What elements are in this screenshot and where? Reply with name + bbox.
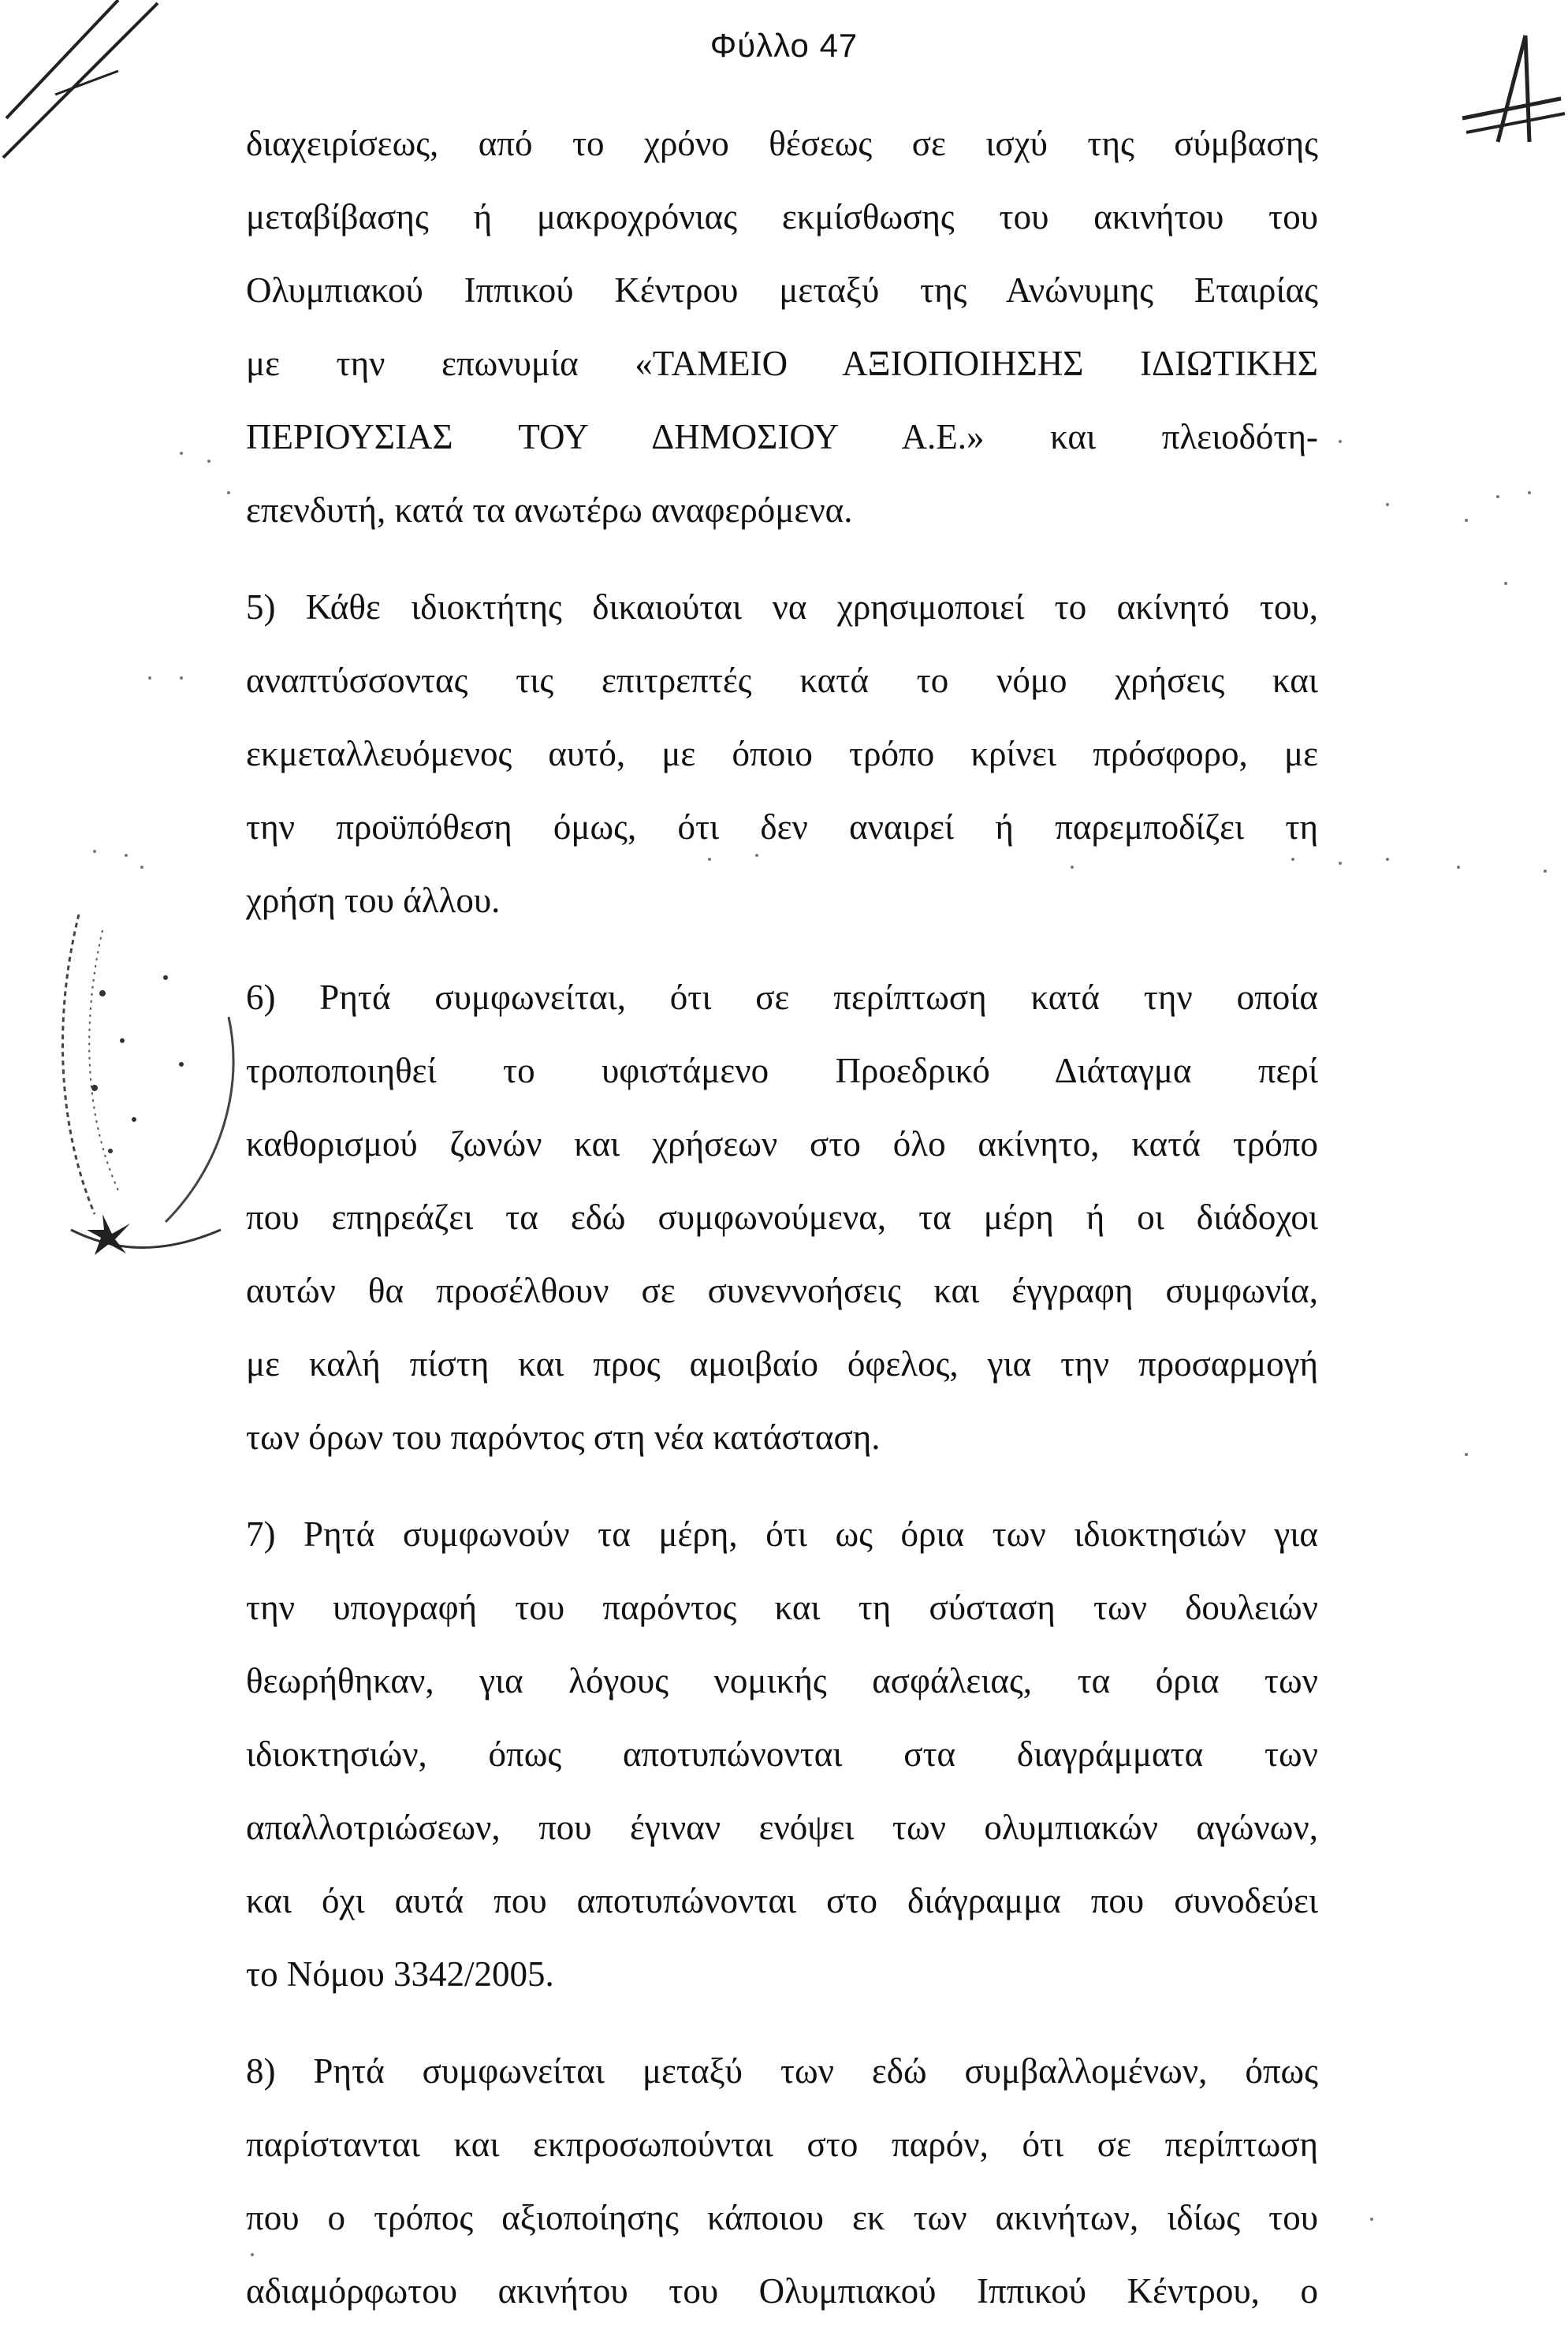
handwritten-corner-mark bbox=[0, 0, 205, 173]
text-line: απαλλοτριώσεων, που έγιναν ενόψει των ολυμπιακών αγώνων, bbox=[246, 1808, 1318, 1847]
text-line: αδιαμόρφωτου ακινήτου του Ολυμπιακού Ιππικού Κέντρου, ο bbox=[246, 2271, 1318, 2311]
text-line: και όχι αυτά που αποτυπώνονται στο διάγραμμα που συνοδεύει bbox=[246, 1881, 1318, 1920]
text-line: που επηρεάζει τα εδώ συμφωνούμενα, τα μέρη ή οι διάδοχοι bbox=[246, 1198, 1318, 1237]
text-line: που ο τρόπος αξιοποίησης κάποιου εκ των ακινήτων, ιδίως του bbox=[246, 2198, 1318, 2237]
text-line: 6) Ρητά συμφωνείται, ότι σε περίπτωση κατά την οποία bbox=[246, 978, 1318, 1017]
paragraph-continuation bbox=[246, 107, 1318, 547]
paragraph-clause-6 bbox=[246, 961, 1318, 1474]
paragraph-clause-7 bbox=[246, 1498, 1318, 2011]
text-line: των όρων του παρόντος στη νέα κατάσταση. bbox=[246, 1417, 881, 1457]
text-line: χρήση του άλλου. bbox=[246, 881, 501, 920]
paragraph-clause-8 bbox=[246, 2035, 1318, 2328]
text-line: 8) Ρητά συμφωνείται μεταξύ των εδώ συμβαλλομένων, όπως bbox=[246, 2051, 1318, 2091]
text-line: καθορισμού ζωνών και χρήσεων στο όλο ακίνητο, κατά τρόπο bbox=[246, 1124, 1318, 1164]
text-line: το Νόμου 3342/2005. bbox=[246, 1954, 554, 1994]
text-line: την προϋπόθεση όμως, ότι δεν αναιρεί ή παρεμποδίζει τη bbox=[246, 807, 1318, 847]
text-line: ιδιοκτησιών, όπως αποτυπώνονται στα διαγράμματα των bbox=[246, 1734, 1318, 1774]
paragraph-clause-5 bbox=[246, 571, 1318, 937]
text-line: με την επωνυμία «ΤΑΜΕΙΟ ΑΞΙΟΠΟΙΗΣΗΣ ΙΔΙΩΤΙΚΗΣ bbox=[246, 344, 1318, 383]
text-line: 5) Κάθε ιδιοκτήτης δικαιούται να χρησιμοποιεί το ακίνητό του, bbox=[246, 587, 1318, 627]
text-line: την υπογραφή του παρόντος και τη σύσταση των δουλειών bbox=[246, 1588, 1318, 1627]
text-line: αυτών θα προσέλθουν σε συνεννοήσεις και έγγραφη συμφωνία, bbox=[246, 1271, 1318, 1310]
text-line: 7) Ρητά συμφωνούν τα μέρη, ότι ως όρια των ιδιοκτησιών για bbox=[246, 1514, 1318, 1554]
text-line: παρίστανται και εκπροσωπούνται στο παρόν, ότι σε περίπτωση bbox=[246, 2125, 1318, 2164]
text-line: ΠΕΡΙΟΥΣΙΑΣ ΤΟΥ ΔΗΜΟΣΙΟΥ Α.Ε.» και πλειοδότη- bbox=[246, 417, 1318, 456]
text-line: με καλή πίστη και προς αμοιβαίο όφελος, για την προσαρμογή bbox=[246, 1344, 1318, 1384]
text-line: αναπτύσσοντας τις επιτρεπτές κατά το νόμο χρήσεις και bbox=[246, 661, 1318, 700]
text-line: Ολυμπιακού Ιππικού Κέντρου μεταξύ της Ανώνυμης Εταιρίας bbox=[246, 270, 1318, 310]
document-body bbox=[246, 107, 1318, 2328]
text-line: επενδυτή, κατά τα ανωτέρω αναφερόμενα. bbox=[246, 490, 853, 530]
text-line: διαχειρίσεως, από το χρόνο θέσεως σε ισχύ της σύμβασης bbox=[246, 124, 1318, 163]
sheet-number-header: Φύλλο 47 bbox=[710, 27, 858, 64]
text-line: μεταβίβασης ή μακροχρόνιας εκμίσθωσης του ακινήτου του bbox=[246, 197, 1318, 237]
text-line: τροποποιηθεί το υφιστάμενο Προεδρικό Διάταγμα περί bbox=[246, 1051, 1318, 1090]
notary-stamp bbox=[47, 883, 252, 1261]
handwritten-page-mark bbox=[1451, 32, 1568, 158]
text-line: εκμεταλλευόμενος αυτό, με όποιο τρόπο κρίνει πρόσφορο, με bbox=[246, 734, 1318, 773]
text-line: θεωρήθηκαν, για λόγους νομικής ασφάλειας, τα όρια των bbox=[246, 1661, 1318, 1700]
